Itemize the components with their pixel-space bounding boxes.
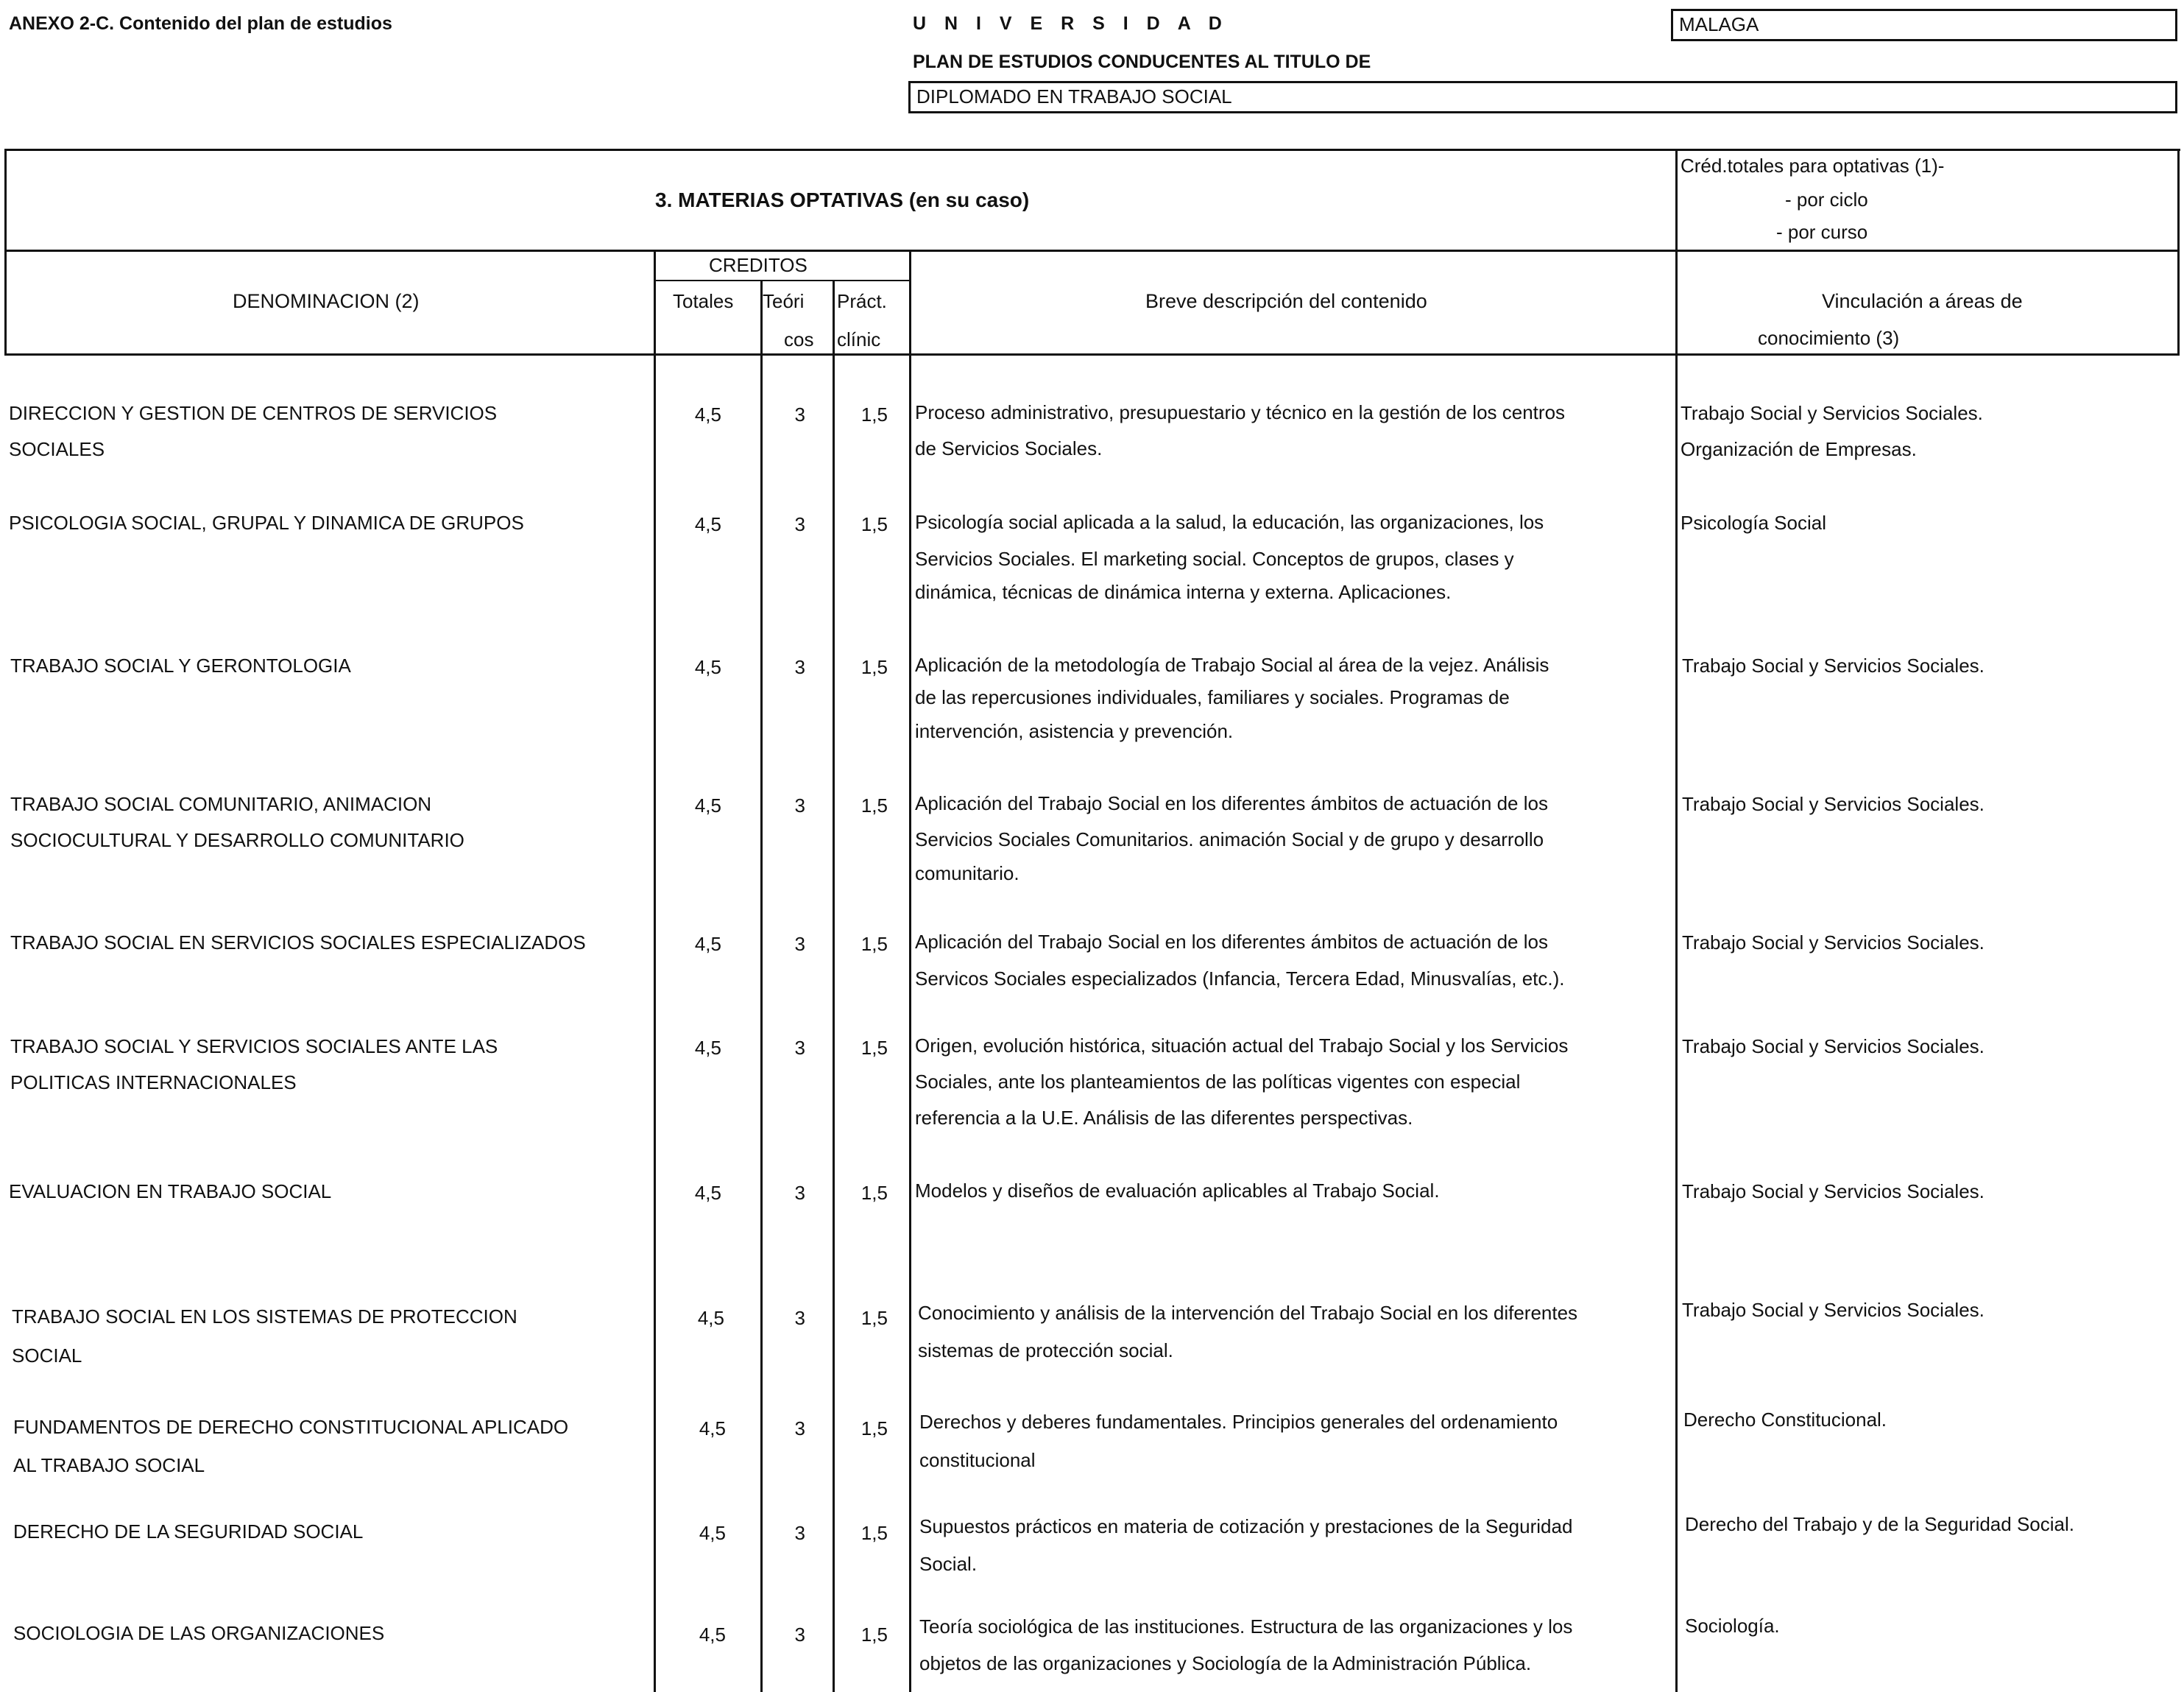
- row-desc-line: Servicios Sociales Comunitarios. animación Social y de grupo y desarrollo: [915, 828, 1544, 850]
- row-teoricos: 3: [794, 1037, 805, 1059]
- row-practicos: 1,5: [860, 1522, 888, 1544]
- row-desc-line: Sociales, ante los planteamientos de las políticas vigentes con especial: [915, 1071, 1521, 1093]
- por-ciclo-note: - por ciclo: [1785, 188, 1868, 211]
- row-desc-line: Teoría sociológica de las instituciones. Estructura de las organizaciones y los: [919, 1615, 1573, 1638]
- row-practicos: 1,5: [860, 403, 888, 426]
- annex-title: ANEXO 2-C. Contenido del plan de estudios: [9, 13, 392, 34]
- row-area-line: Trabajo Social y Servicios Sociales.: [1682, 793, 1985, 815]
- row-desc-line: constitucional: [919, 1449, 1036, 1471]
- row-name-line: FUNDAMENTOS DE DERECHO CONSTITUCIONAL APLICADO: [13, 1416, 569, 1438]
- row-practicos: 1,5: [860, 1307, 888, 1329]
- row-totales: 4,5: [694, 513, 721, 535]
- row-totales: 4,5: [699, 1522, 726, 1544]
- row-area-line: Derecho del Trabajo y de la Seguridad Social.: [1685, 1513, 2074, 1535]
- row-practicos: 1,5: [860, 1182, 888, 1204]
- plan-label: PLAN DE ESTUDIOS CONDUCENTES AL TITULO DE: [913, 52, 1371, 72]
- row-name-line: TRABAJO SOCIAL COMUNITARIO, ANIMACION: [10, 793, 432, 815]
- row-desc-line: Modelos y diseños de evaluación aplicables al Trabajo Social.: [915, 1180, 1440, 1202]
- row-desc-line: dinámica, técnicas de dinámica interna y externa. Aplicaciones.: [915, 581, 1452, 603]
- row-desc-line: Origen, evolución histórica, situación actual del Trabajo Social y los Servicios: [915, 1034, 1569, 1057]
- row-name-line: TRABAJO SOCIAL Y GERONTOLOGIA: [10, 655, 351, 677]
- row-desc-line: Psicología social aplicada a la salud, la educación, las organizaciones, los: [915, 511, 1544, 533]
- row-teoricos: 3: [794, 656, 805, 678]
- row-area-line: Sociología.: [1685, 1615, 1780, 1637]
- row-desc-line: Supuestos prácticos en materia de cotización y prestaciones de la Seguridad: [919, 1515, 1573, 1537]
- row-desc-line: referencia a la U.E. Análisis de las diferentes perspectivas.: [915, 1107, 1413, 1129]
- row-practicos: 1,5: [860, 1417, 888, 1439]
- row-area-line: Derecho Constitucional.: [1683, 1409, 1887, 1431]
- row-totales: 4,5: [694, 794, 721, 817]
- row-desc-line: Aplicación de la metodología de Trabajo Social al área de la vejez. Análisis: [915, 654, 1549, 676]
- row-desc-line: intervención, asistencia y prevención.: [915, 720, 1234, 742]
- col-header-creditos: CREDITOS: [709, 254, 807, 276]
- row-name-line: AL TRABAJO SOCIAL: [13, 1454, 205, 1476]
- row-name-line: SOCIAL: [12, 1344, 82, 1367]
- row-desc-line: de Servicios Sociales.: [915, 437, 1103, 459]
- col-header-descripcion: Breve descripción del contenido: [1145, 290, 1427, 312]
- row-area-line: Organización de Empresas.: [1681, 438, 1917, 460]
- row-totales: 4,5: [699, 1417, 726, 1439]
- row-name-line: SOCIALES: [9, 438, 105, 460]
- col-header-practicos-1: Práct.: [837, 290, 887, 312]
- row-area-line: Trabajo Social y Servicios Sociales.: [1682, 931, 1985, 953]
- row-totales: 4,5: [694, 933, 721, 955]
- row-desc-line: Conocimiento y análisis de la intervención del Trabajo Social en los diferentes: [918, 1302, 1578, 1324]
- university-label: U N I V E R S I D A D: [913, 13, 1229, 34]
- row-desc-line: comunitario.: [915, 862, 1019, 884]
- row-name-line: DERECHO DE LA SEGURIDAD SOCIAL: [13, 1520, 364, 1543]
- row-practicos: 1,5: [860, 794, 888, 817]
- row-practicos: 1,5: [860, 513, 888, 535]
- col-header-teoricos-2: cos: [784, 328, 814, 350]
- row-desc-line: de las repercusiones individuales, familiares y sociales. Programas de: [915, 686, 1510, 708]
- row-name-line: SOCIOLOGIA DE LAS ORGANIZACIONES: [13, 1622, 385, 1644]
- row-teoricos: 3: [794, 1624, 805, 1646]
- row-teoricos: 3: [794, 794, 805, 817]
- row-totales: 4,5: [694, 403, 721, 426]
- plan-field: DIPLOMADO EN TRABAJO SOCIAL: [908, 81, 2177, 113]
- row-name-line: SOCIOCULTURAL Y DESARROLLO COMUNITARIO: [10, 829, 464, 851]
- optativas-credits-note: Créd.totales para optativas (1)-: [1681, 155, 1945, 177]
- row-teoricos: 3: [794, 1522, 805, 1544]
- row-teoricos: 3: [794, 513, 805, 535]
- row-teoricos: 3: [794, 1417, 805, 1439]
- row-teoricos: 3: [794, 1307, 805, 1329]
- row-practicos: 1,5: [860, 933, 888, 955]
- row-desc-line: Social.: [919, 1553, 978, 1575]
- row-area-line: Trabajo Social y Servicios Sociales.: [1682, 1035, 1985, 1057]
- col-header-totales: Totales: [673, 290, 734, 312]
- section-title: 3. MATERIAS OPTATIVAS (en su caso): [655, 188, 1030, 211]
- row-desc-line: Aplicación del Trabajo Social en los diferentes ámbitos de actuación de los: [915, 792, 1548, 814]
- row-name-line: TRABAJO SOCIAL Y SERVICIOS SOCIALES ANTE LAS: [10, 1035, 498, 1057]
- row-name-line: TRABAJO SOCIAL EN LOS SISTEMAS DE PROTECCION: [12, 1305, 517, 1328]
- row-name-line: TRABAJO SOCIAL EN SERVICIOS SOCIALES ESPECIALIZADOS: [10, 931, 586, 953]
- row-desc-line: Servicios Sociales. El marketing social. Conceptos de grupos, clases y: [915, 548, 1514, 570]
- row-desc-line: sistemas de protección social.: [918, 1339, 1173, 1361]
- row-teoricos: 3: [794, 403, 805, 426]
- row-totales: 4,5: [699, 1624, 726, 1646]
- row-name-line: EVALUACION EN TRABAJO SOCIAL: [9, 1180, 332, 1202]
- row-area-line: Trabajo Social y Servicios Sociales.: [1682, 1299, 1985, 1321]
- row-practicos: 1,5: [860, 1624, 888, 1646]
- row-name-line: POLITICAS INTERNACIONALES: [10, 1071, 297, 1093]
- row-name-line: DIRECCION Y GESTION DE CENTROS DE SERVICIOS: [9, 402, 498, 424]
- row-area-line: Trabajo Social y Servicios Sociales.: [1682, 1180, 1985, 1202]
- row-totales: 4,5: [694, 1037, 721, 1059]
- row-desc-line: Derechos y deberes fundamentales. Principios generales del ordenamiento: [919, 1411, 1558, 1433]
- row-desc-line: Aplicación del Trabajo Social en los diferentes ámbitos de actuación de los: [915, 931, 1548, 953]
- por-curso-note: - por curso: [1776, 221, 1868, 243]
- row-teoricos: 3: [794, 1182, 805, 1204]
- row-teoricos: 3: [794, 933, 805, 955]
- row-desc-line: Proceso administrativo, presupuestario y técnico en la gestión de los centros: [915, 401, 1566, 423]
- col-header-vinculacion-1: Vinculación a áreas de: [1822, 290, 2023, 312]
- row-name-line: PSICOLOGIA SOCIAL, GRUPAL Y DINAMICA DE GRUPOS: [9, 512, 524, 534]
- row-area-line: Psicología Social: [1681, 512, 1826, 534]
- col-header-vinculacion-2: conocimiento (3): [1758, 327, 1900, 349]
- col-header-teoricos-1: Teóri: [763, 290, 805, 312]
- row-practicos: 1,5: [860, 656, 888, 678]
- row-totales: 4,5: [694, 1182, 721, 1204]
- col-header-practicos-2: clínic: [837, 328, 881, 350]
- row-desc-line: Servicos Sociales especializados (Infancia, Tercera Edad, Minusvalías, etc.).: [915, 967, 1565, 990]
- row-totales: 4,5: [694, 656, 721, 678]
- row-practicos: 1,5: [860, 1037, 888, 1059]
- row-totales: 4,5: [697, 1307, 724, 1329]
- row-area-line: Trabajo Social y Servicios Sociales.: [1682, 655, 1985, 677]
- university-field: MALAGA: [1671, 9, 2177, 41]
- col-header-denominacion: DENOMINACION (2): [233, 290, 420, 312]
- row-area-line: Trabajo Social y Servicios Sociales.: [1681, 402, 1983, 424]
- row-desc-line: objetos de las organizaciones y Sociología de la Administración Pública.: [919, 1652, 1532, 1674]
